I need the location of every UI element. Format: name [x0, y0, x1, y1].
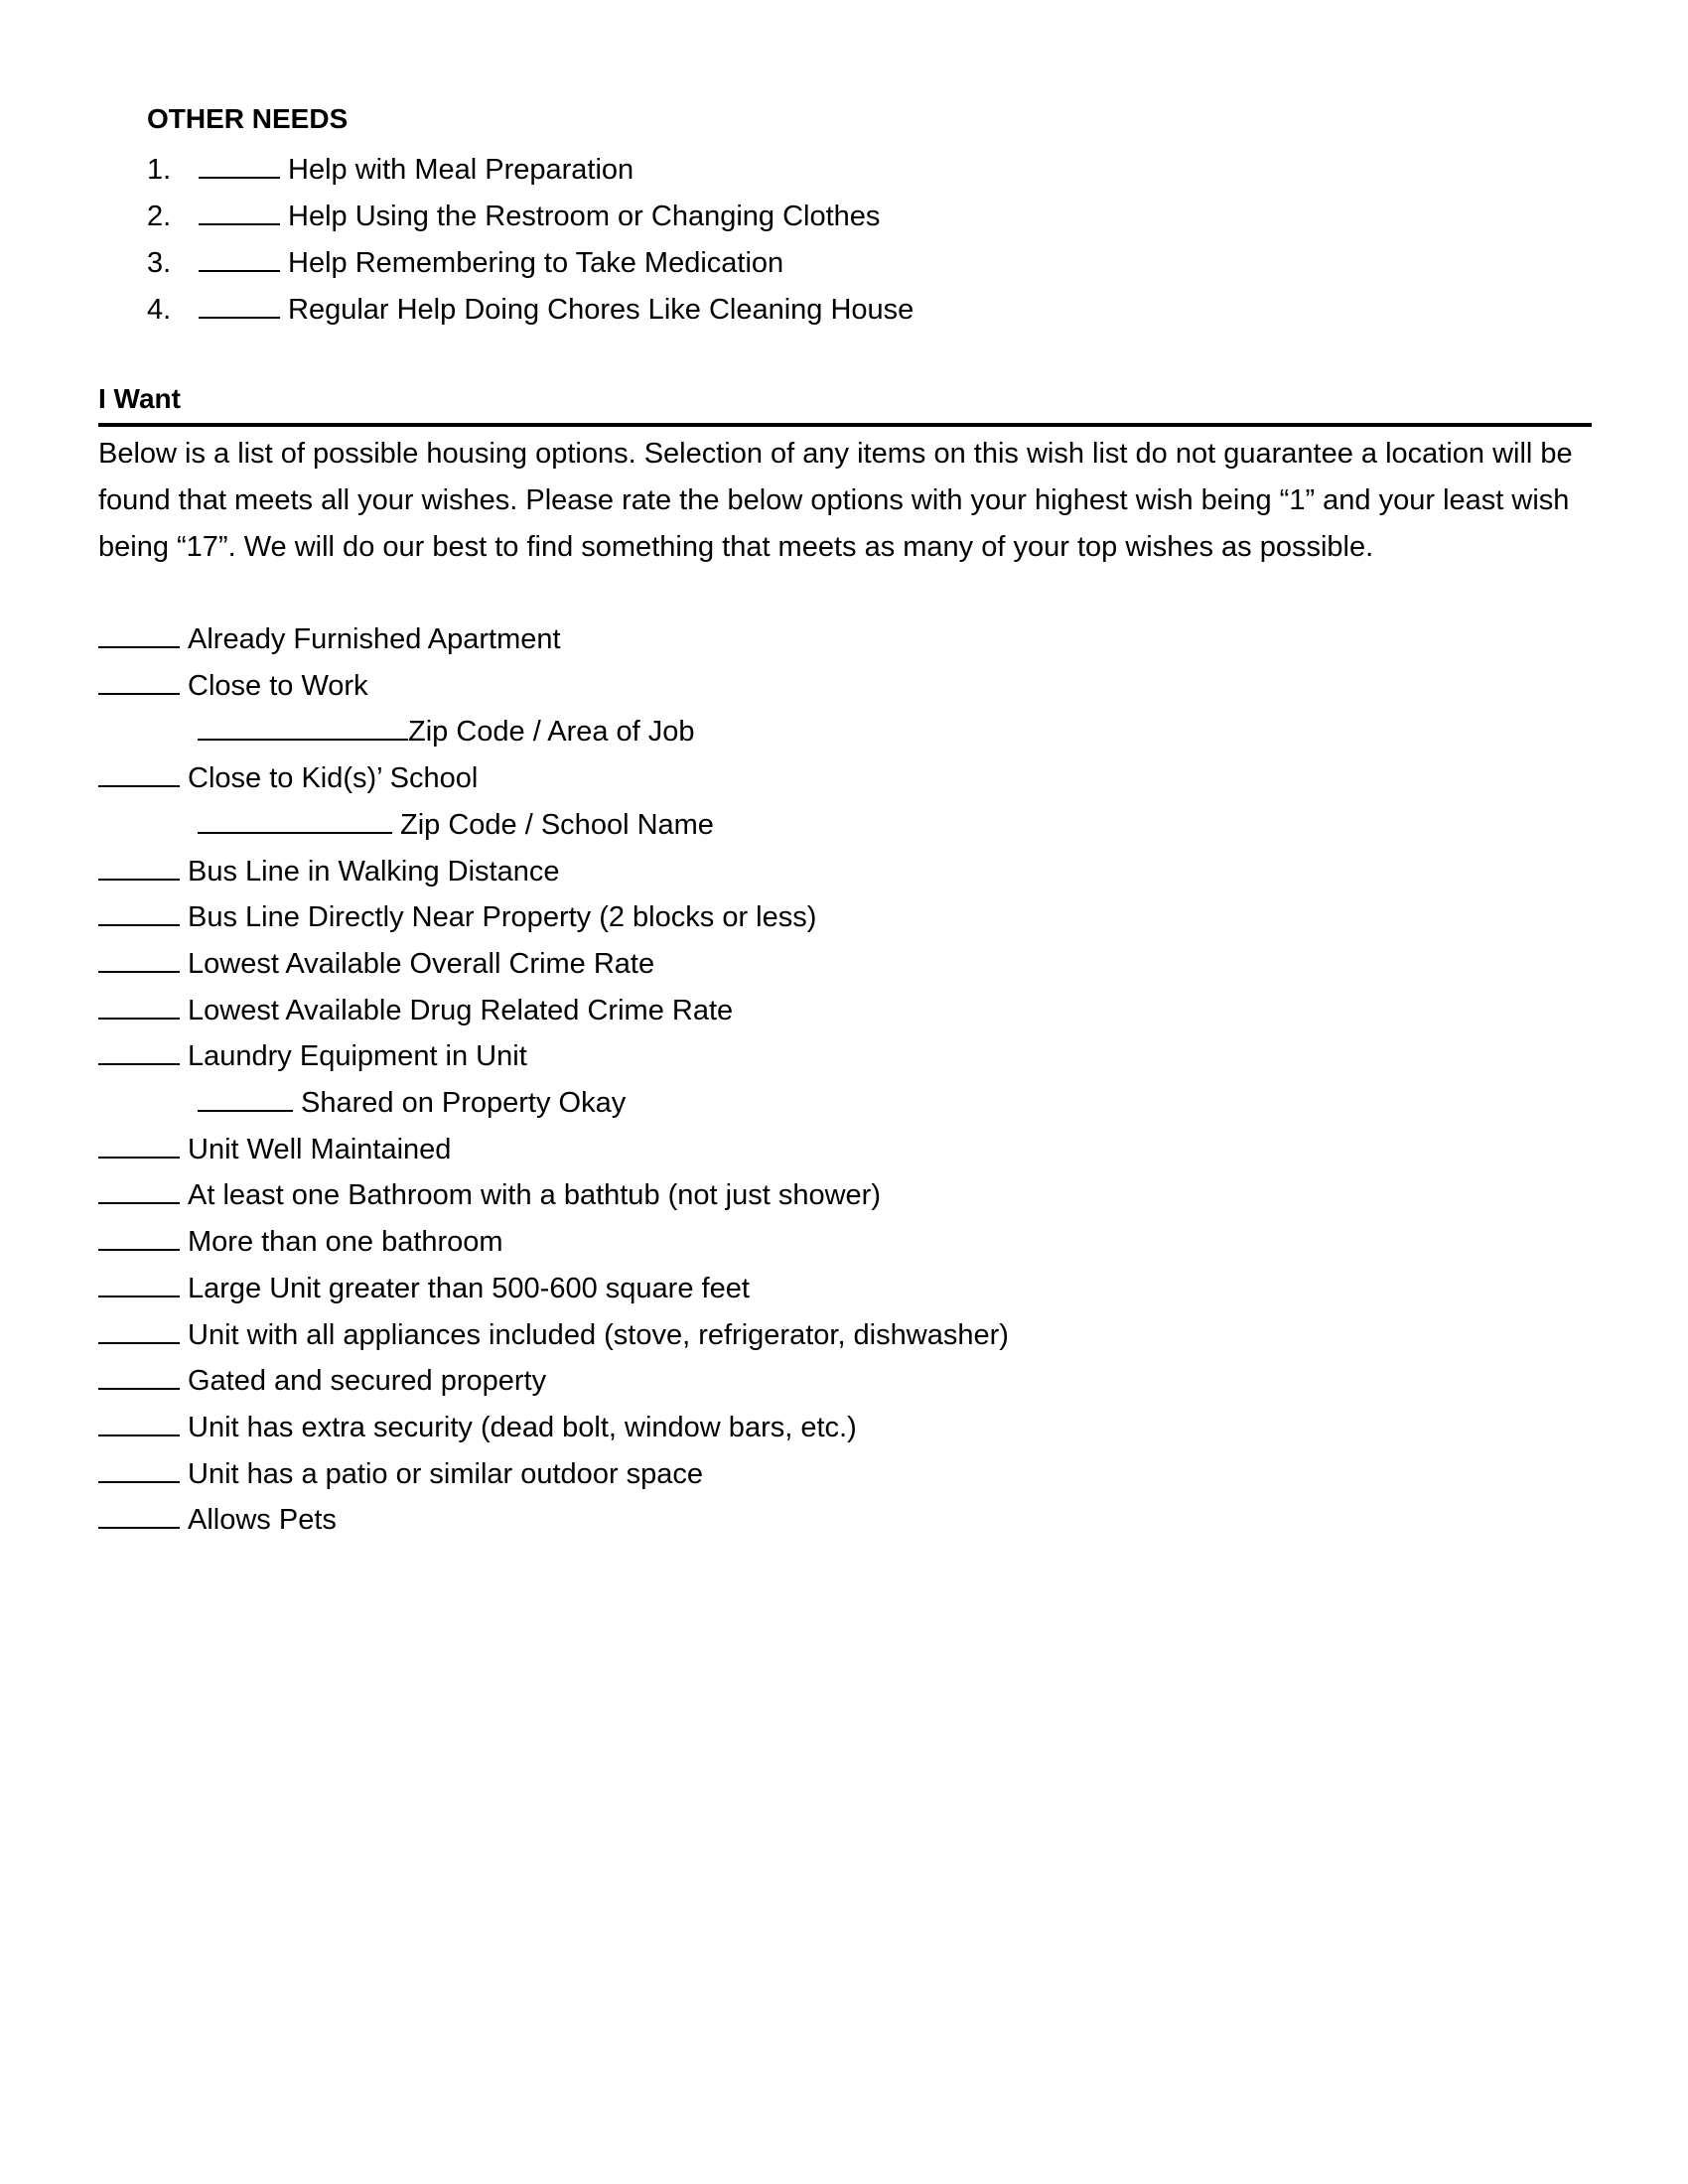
rating-blank[interactable] [98, 853, 180, 881]
wish-label: Bus Line in Walking Distance [188, 855, 560, 887]
wish-label: Zip Code / Area of Job [408, 716, 695, 749]
item-label: Help Remembering to Take Medication [288, 247, 784, 279]
wish-item [98, 1033, 1592, 1080]
rating-blank[interactable] [98, 1223, 180, 1251]
item-label: Regular Help Doing Chores Like Cleaning House [288, 294, 914, 326]
rating-blank[interactable] [98, 1176, 180, 1204]
item-number: 1. [147, 154, 172, 186]
wish-label: More than one bathroom [188, 1226, 503, 1259]
rating-blank[interactable] [199, 291, 280, 319]
rating-blank[interactable] [98, 1316, 180, 1344]
wish-list [98, 616, 1592, 1544]
i-want-intro: Below is a list of possible housing options. Selection of any items on this wish list do not guarantee a location will be found that meets all your wishes. Please rate the below options with your highest wish being “1” and your least wish being “17”. We will do our best to find something that meets as many of your top wishes as possible. [98, 438, 1573, 563]
rating-blank[interactable] [98, 945, 180, 973]
wish-label: Gated and secured property [188, 1365, 547, 1398]
wish-sub-item [98, 1080, 1592, 1127]
rating-blank[interactable] [198, 1084, 293, 1112]
wish-item [98, 941, 1592, 988]
wish-item [98, 1127, 1592, 1173]
other-needs-section [147, 101, 1239, 334]
wish-item [98, 1358, 1592, 1405]
wish-item [98, 616, 1592, 663]
other-needs-item [147, 240, 1239, 287]
item-label: Help Using the Restroom or Changing Clothes [288, 201, 881, 232]
rating-blank[interactable] [98, 759, 180, 787]
wish-item [98, 755, 1592, 802]
wish-label: Shared on Property Okay [301, 1087, 627, 1120]
wish-item [98, 988, 1592, 1034]
wish-label: Unit Well Maintained [188, 1133, 452, 1165]
wish-item [98, 849, 1592, 895]
wish-label: Allows Pets [188, 1504, 337, 1537]
rating-blank[interactable] [98, 1270, 180, 1297]
item-number: 2. [147, 201, 172, 232]
wish-item [98, 1497, 1592, 1544]
wish-item [98, 1172, 1592, 1219]
rating-blank[interactable] [98, 1455, 180, 1483]
rating-blank[interactable] [98, 620, 180, 648]
rating-blank[interactable] [98, 1362, 180, 1390]
wish-label: Close to Work [188, 669, 368, 702]
wish-label: Bus Line Directly Near Property (2 blocks or less) [188, 901, 817, 934]
wish-item [98, 1405, 1592, 1451]
wish-label: At least one Bathroom with a bathtub (not just shower) [188, 1179, 881, 1212]
other-needs-list [147, 147, 1239, 334]
rating-blank[interactable] [98, 898, 180, 926]
other-needs-heading: OTHER NEEDS [147, 103, 349, 134]
other-needs-item [147, 287, 1239, 334]
i-want-heading: I Want [98, 381, 1592, 427]
rating-blank[interactable] [98, 1409, 180, 1436]
item-number: 3. [147, 247, 172, 279]
wish-label: Lowest Available Drug Related Crime Rate [188, 994, 734, 1026]
wish-sub-item [98, 802, 1592, 849]
other-needs-item [147, 194, 1239, 240]
zip-code-blank[interactable] [198, 806, 392, 834]
rating-blank[interactable] [98, 1037, 180, 1065]
zip-code-blank[interactable] [198, 713, 408, 741]
other-needs-item [147, 147, 1239, 194]
item-label: Help with Meal Preparation [288, 154, 634, 186]
wish-item [98, 1312, 1592, 1359]
wish-item [98, 1219, 1592, 1266]
wish-label: Unit has a patio or similar outdoor space [188, 1457, 704, 1490]
wish-label: Unit with all appliances included (stove, refrigerator, dishwasher) [188, 1318, 1009, 1351]
rating-blank[interactable] [199, 198, 280, 225]
i-want-section [98, 381, 1592, 1560]
wish-label: Large Unit greater than 500-600 square feet [188, 1272, 750, 1304]
wish-sub-item [98, 709, 1592, 755]
rating-blank[interactable] [98, 992, 180, 1020]
rating-blank[interactable] [98, 1501, 180, 1529]
rating-blank[interactable] [199, 151, 280, 179]
wish-item [98, 1266, 1592, 1312]
wish-label: Laundry Equipment in Unit [188, 1040, 527, 1073]
wish-label: Already Furnished Apartment [188, 623, 561, 655]
wish-label: Lowest Available Overall Crime Rate [188, 947, 655, 980]
rating-blank[interactable] [98, 1131, 180, 1159]
wish-item [98, 663, 1592, 710]
wish-label: Unit has extra security (dead bolt, window bars, etc.) [188, 1411, 857, 1443]
item-number: 4. [147, 294, 172, 326]
wish-item [98, 894, 1592, 941]
wish-label: Zip Code / School Name [400, 808, 714, 841]
wish-label: Close to Kid(s)’ School [188, 762, 479, 795]
rating-blank[interactable] [199, 244, 280, 272]
wish-item [98, 1451, 1592, 1498]
rating-blank[interactable] [98, 667, 180, 695]
